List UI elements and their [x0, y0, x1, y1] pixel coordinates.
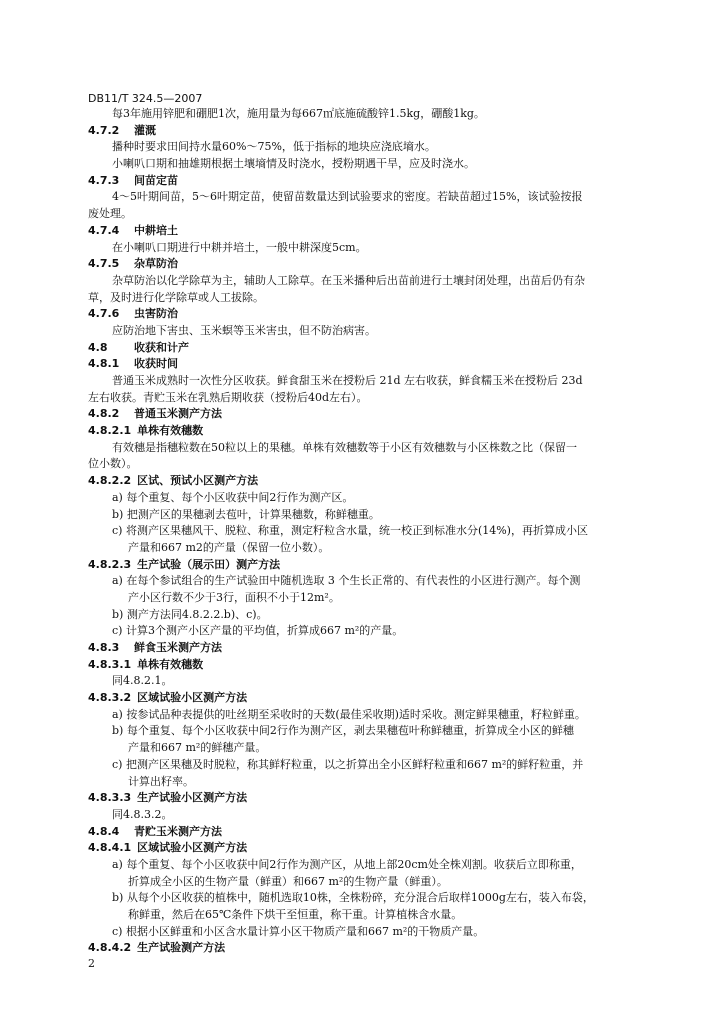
list-item-text: 产量和667 m²的鲜穗产量。 — [128, 741, 267, 755]
list-item-text: 称鲜重，然后在65℃条件下烘干至恒重，称干重。计算植株含水量。 — [128, 908, 463, 921]
section-heading — [88, 790, 658, 807]
section-title: 生产试验（展示田）测产方法 — [137, 557, 281, 571]
section-heading — [88, 406, 658, 423]
section-number: 4.7.5 — [88, 257, 120, 271]
paragraph-line: 4～5叶期间苗，5～6叶期定苗，使留苗数量达到试验要求的密度。若缺苗超过15%，该试验按报 — [112, 190, 583, 204]
section-heading — [88, 173, 658, 190]
section-title: 区域试验小区测产方法 — [137, 691, 248, 705]
paragraph-line: 左右收获。青贮玉米在乳熟后期收获（授粉后40d左右）。 — [88, 390, 368, 404]
list-item-text: c) 将测产区果穗风干、脱粒、称重，测定籽粒含水量，统一校正到标准水分(14%)，再折算成小区 — [112, 524, 588, 538]
section-title: 区域试验小区测产方法 — [137, 841, 248, 855]
section-number: 4.8.2.3 — [88, 557, 132, 571]
section-heading — [88, 690, 658, 707]
section-title: 普通玉米测产方法 — [134, 407, 222, 421]
section-title: 虫害防治 — [134, 307, 178, 321]
list-item-text: 折算成全小区的生物产量（鲜重）和667 m²的生物产量（鲜重）。 — [128, 874, 448, 888]
list-item-text: 产小区行数不少于3行，面积不小于12m²。 — [128, 590, 340, 604]
section-title: 收获时间 — [134, 357, 178, 371]
paragraph-line: 同4.8.3.2。 — [112, 807, 173, 821]
section-heading — [88, 657, 658, 674]
section-title: 单株有效穗数 — [137, 424, 204, 438]
section-title: 鲜食玉米测产方法 — [134, 641, 222, 654]
list-item-text: 计算出籽率。 — [128, 774, 194, 788]
section-heading — [88, 940, 658, 957]
section-title: 收获和计产 — [134, 340, 189, 354]
paragraph-line: 杂草防治以化学除草为主，辅助人工除草。在玉米播种后出苗前进行土壤封闭处理，出苗后仍有杂 — [112, 273, 585, 287]
list-item-text: b) 把测产区的果穗剥去苞叶，计算果穗数，称鲜穗重。 — [112, 507, 380, 521]
paragraph-line: 播种时要求田间持水量60%～75%，低于指标的地块应浇底墒水。 — [112, 140, 436, 154]
paragraph-line: 普通玉米成熟时一次性分区收获。鲜食甜玉米在授粉后 21d 左右收获，鲜食糯玉米在授粉后 23d — [112, 374, 583, 387]
section-heading — [88, 473, 658, 490]
section-number: 4.8.4 — [88, 824, 120, 838]
section-number: 4.8.2 — [88, 407, 120, 421]
list-item-text: b) 测产方法同4.8.2.2.b)、c)。 — [112, 607, 268, 621]
list-item-text: c) 计算3个测产小区产量的平均值，折算成667 m²的产量。 — [112, 624, 404, 638]
section-heading — [88, 840, 658, 857]
paragraph-line: 有效穗是指穗粒数在50粒以上的果穗。单株有效穗数等于小区有效穗数与小区株数之比（保留一 — [112, 440, 577, 454]
paragraph-line: 废处理。 — [88, 207, 132, 221]
paragraph-line: 每3年施用锌肥和硼肥1次，施用量为每667㎡底施硫酸锌1.5kg，硼酸1kg。 — [112, 107, 485, 120]
list-item-text: b) 每个重复、每个小区收获中间2行作为测产区，剥去果穗苞叶称鲜穗重，折算成全小区的鲜穗 — [112, 724, 574, 738]
paragraph-line: 应防治地下害虫、玉米螟等玉米害虫，但不防治病害。 — [112, 323, 376, 337]
section-title: 间苗定苗 — [134, 173, 178, 187]
section-title: 青贮玉米测产方法 — [134, 824, 222, 838]
section-title: 灌溉 — [134, 123, 156, 137]
section-number: 4.8.3.3 — [88, 791, 132, 805]
section-heading — [88, 423, 658, 440]
section-heading — [88, 340, 658, 357]
list-item-text: a) 在每个参试组合的生产试验田中随机选取 3 个生长正常的、有代表性的小区进行测产。每个测 — [112, 574, 581, 588]
section-title: 生产试验小区测产方法 — [137, 791, 248, 805]
section-number: 4.8.2.1 — [88, 424, 132, 438]
section-number: 4.8.1 — [88, 357, 120, 371]
list-item-text: b) 从每个小区收获的植株中，随机选取10株，全株粉碎，充分混合后取样1000g左右，装入布袋， — [112, 891, 594, 905]
section-number: 4.8.4.2 — [88, 941, 132, 955]
paragraph-line: 草，及时进行化学除草或人工拔除。 — [88, 290, 264, 304]
standard-code-header: DB11/T 324.5—2007 — [88, 92, 203, 105]
section-heading — [88, 824, 658, 841]
section-number: 4.8.2.2 — [88, 474, 132, 488]
section-number: 4.8.4.1 — [88, 841, 132, 855]
section-title: 生产试验测产方法 — [137, 941, 226, 955]
section-heading — [88, 356, 658, 373]
section-number: 4.7.4 — [88, 223, 120, 237]
paragraph-line: 小喇叭口期和抽雄期根据土壤墒情及时浇水，授粉期遇干旱，应及时浇水。 — [112, 157, 475, 171]
section-title: 中耕培土 — [134, 223, 178, 237]
section-heading — [88, 256, 658, 273]
paragraph-line: 位小数）。 — [88, 457, 138, 471]
section-number: 4.8 — [88, 340, 108, 354]
section-number: 4.7.2 — [88, 123, 120, 137]
list-item-text: a) 按参试品种表提供的吐丝期至采收时的天数(最佳采收期)适时采收。测定鲜果穗重，籽粒鲜重。 — [112, 707, 586, 721]
section-heading — [88, 640, 658, 657]
section-number: 4.8.3.2 — [88, 691, 132, 705]
list-item-text: c) 根据小区鲜重和小区含水量计算小区干物质产量和667 m²的干物质产量。 — [112, 924, 485, 938]
page-number: 2 — [88, 957, 95, 970]
section-heading — [88, 557, 658, 574]
paragraph-line: 在小喇叭口期进行中耕并培土，一般中耕深度5cm。 — [112, 240, 367, 254]
section-number: 4.8.3.1 — [88, 657, 132, 671]
section-number: 4.7.6 — [88, 307, 120, 321]
section-heading — [88, 306, 658, 323]
paragraph-line: 同4.8.2.1。 — [112, 674, 173, 688]
section-heading — [88, 223, 658, 240]
list-item-text: a) 每个重复、每个小区收获中间2行作为测产区，从地上部20cm处全株刈割。收获后立即称重， — [112, 857, 582, 871]
document-body — [88, 106, 658, 957]
section-heading — [88, 123, 658, 140]
list-item-text: c) 把测产区果穗及时脱粒，称其鲜籽粒重，以之折算出全小区鲜籽粒重和667 m²的鲜籽粒重，并 — [112, 757, 584, 771]
section-title: 区试、预试小区测产方法 — [137, 474, 259, 488]
section-title: 杂草防治 — [134, 257, 178, 271]
list-item-text: a) 每个重复、每个小区收获中间2行作为测产区。 — [112, 490, 354, 504]
section-number: 4.8.3 — [88, 641, 120, 654]
section-number: 4.7.3 — [88, 173, 120, 187]
list-item-text: 产量和667 m2的产量（保留一位小数）。 — [128, 540, 330, 554]
section-title: 单株有效穗数 — [137, 657, 204, 671]
